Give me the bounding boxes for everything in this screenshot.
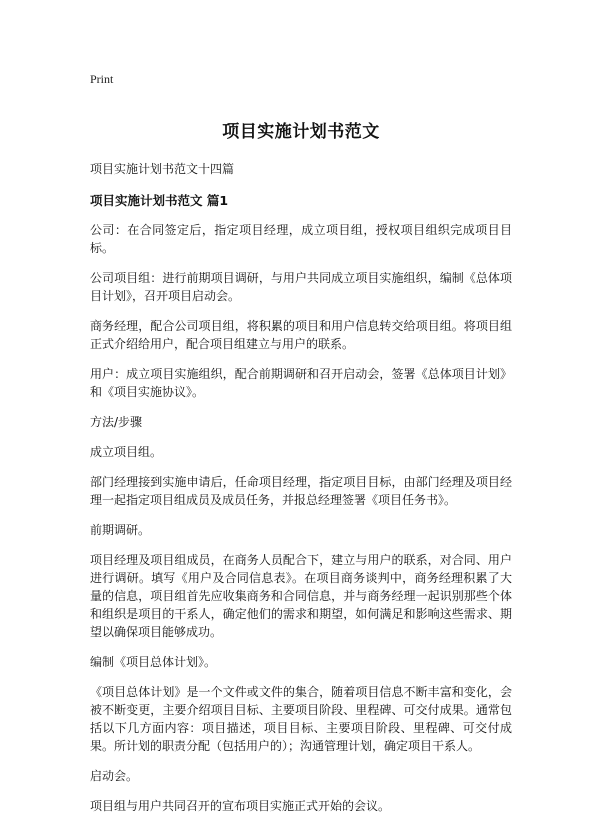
paragraph: 用户：成立项目实施组织，配合前期调研和召开启动会，签署《总体项目计划》和《项目实施协议》。	[90, 367, 512, 399]
paragraph: 部门经理接到实施申请后，任命项目经理，指定项目目标，由部门经理及项目经理一起指定项目组成员及成员任务，并报总经理签署《项目任务书》。	[90, 475, 512, 507]
section-heading: 项目实施计划书范文 篇1	[90, 193, 229, 208]
paragraph: 编制《项目总体计划》。	[90, 655, 217, 669]
paragraph: 项目经理及项目组成员，在商务人员配合下，建立与用户的联系，对合同、用户进行调研。填写《用户及合同信息表》。在项目商务谈判中，商务经理积累了大量的信息，项目组首先应收集商务和合同信息，并与商务经理一起识别那些个体和组织是项目的干系人，确定他们的需求和期望，如何满足和影响这些需求、期望以确保项目能够成功。	[90, 553, 512, 639]
document-title: 项目实施计划书范文	[222, 122, 380, 142]
paragraph: 前期调研。	[90, 523, 151, 537]
document-subtitle: 项目实施计划书范文十四篇	[90, 162, 235, 176]
paragraph: 项目组与用户共同召开的宣布项目实施正式开始的会议。	[90, 799, 391, 813]
paragraph: 公司：在合同签定后，指定项目经理，成立项目组，授权项目组织完成项目目标。	[90, 223, 512, 255]
print-link[interactable]: Print	[90, 72, 114, 86]
paragraph: 商务经理，配合公司项目组，将积累的项目和用户信息转交给项目组。将项目组正式介绍给用户，配合项目组建立与用户的联系。	[90, 319, 512, 351]
paragraph: 《项目总体计划》是一个文件或文件的集合，随着项目信息不断丰富和变化，会被不断变更，主要介绍项目目标、主要项目阶段、里程碑、可交付成果。通常包括以下几方面内容：项目描述，项目目标、主要项目阶段、里程碑、可交付成果。所计划的职责分配（包括用户的）；沟通管理计划，确定项目干系人。	[90, 685, 512, 753]
paragraph: 成立项目组。	[90, 445, 163, 459]
paragraph: 公司项目组：进行前期项目调研，与用户共同成立项目实施组织，编制《总体项目计划》，召开项目启动会。	[90, 271, 512, 303]
paragraph: 方法/步骤	[90, 415, 143, 429]
paragraph: 启动会。	[90, 769, 139, 783]
